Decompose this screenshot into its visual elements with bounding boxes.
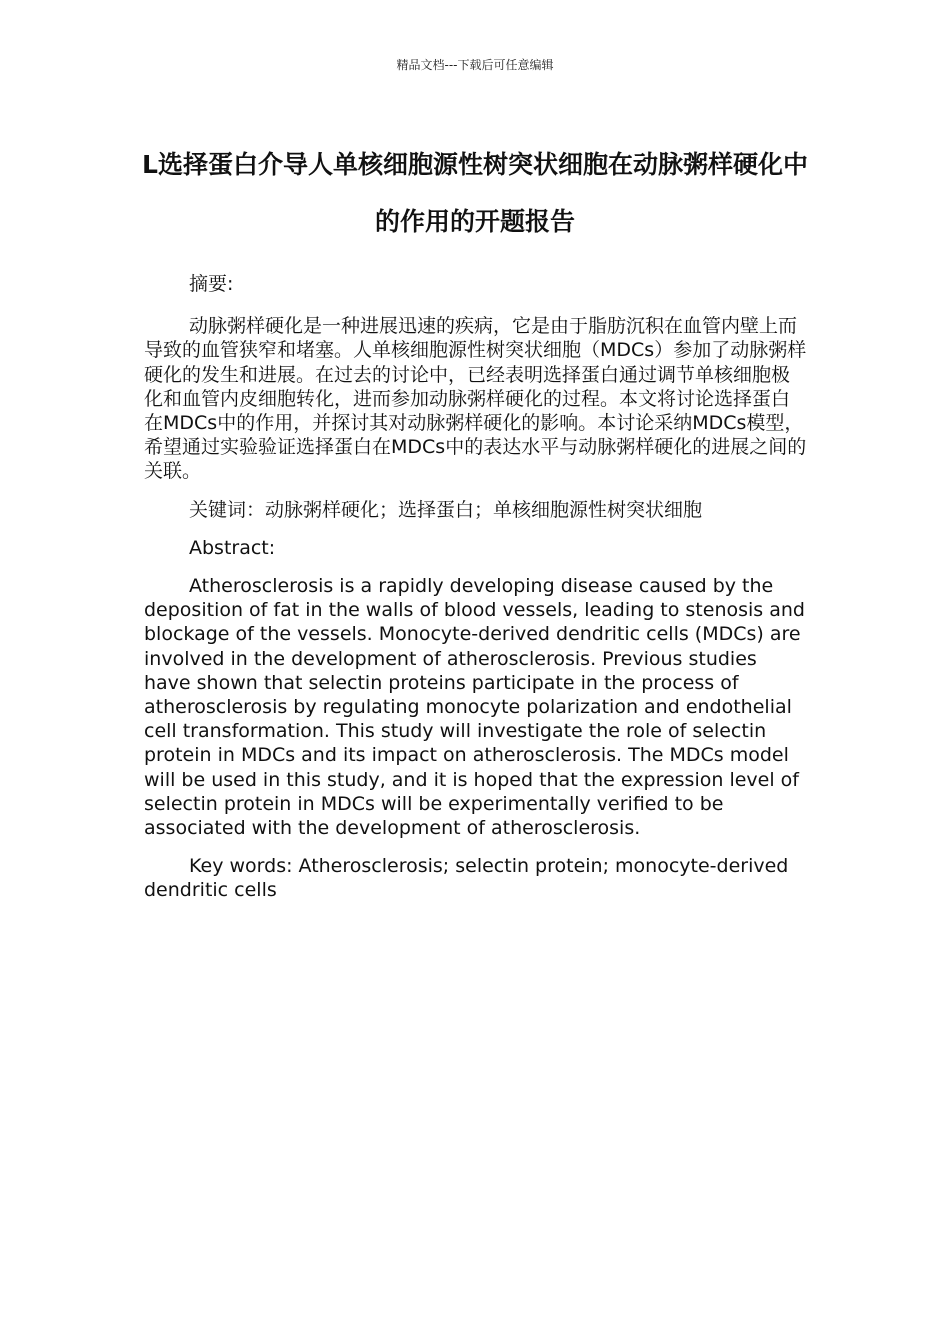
abstract-cn-label: 摘要: — [189, 273, 234, 295]
abstract-en-label: Abstract: — [189, 536, 276, 559]
abstract-cn-body: 动脉粥样硬化是一种进展迅速的疾病，它是由于脂肪沉积在血管内壁上而导致的血管狭窄和堵塞。人单核细胞源性树突状细胞（MDCs）参加了动脉粥样硬化的发生和进展。在过去的讨论中，已经表明选择蛋白通过调节单核细胞极化和血管内皮细胞转化，进而参加动脉粥样硬化的过程。本文将讨论选择蛋白在MDCs中的作用，并探讨其对动脉粥样硬化的影响。本讨论采纳MDCs模型，希望通过实验验证选择蛋白在MDCs中的表达水平与动脉粥样硬化的进展之间的关联。 — [144, 315, 807, 483]
document-body — [144, 272, 808, 917]
abstract-en-body: Atherosclerosis is a rapidly developing disease caused by the deposition of fat in the walls of blood vessels, leading to stenosis and blockage of the vessels. Monocyte-derived dendritic cells (MDCs) are involved in the development of atherosclerosis. Previous studies have shown that selectin proteins participate in the process of atherosclerosis by regulating monocyte polarization and endothelial cell transformation. This study will investigate the role of selectin protein in MDCs and its impact on atherosclerosis. The MDCs model will be used in this study, and it is hoped that the expression level of selectin protein in MDCs will be experimentally verified to be associated with the development of atherosclerosis. — [144, 575, 805, 840]
header-note: 精品文档---下载后可任意编辑 — [396, 58, 554, 72]
document-title: L选择蛋白介导人单核细胞源性树突状细胞在动脉粥样硬化中的作用的开题报告 — [142, 150, 808, 236]
keywords-cn: 关键词：动脉粥样硬化；选择蛋白；单核细胞源性树突状细胞 — [189, 498, 703, 521]
keywords-en: Key words: Atherosclerosis; selectin protein; monocyte-derived dendritic cells — [144, 855, 789, 902]
